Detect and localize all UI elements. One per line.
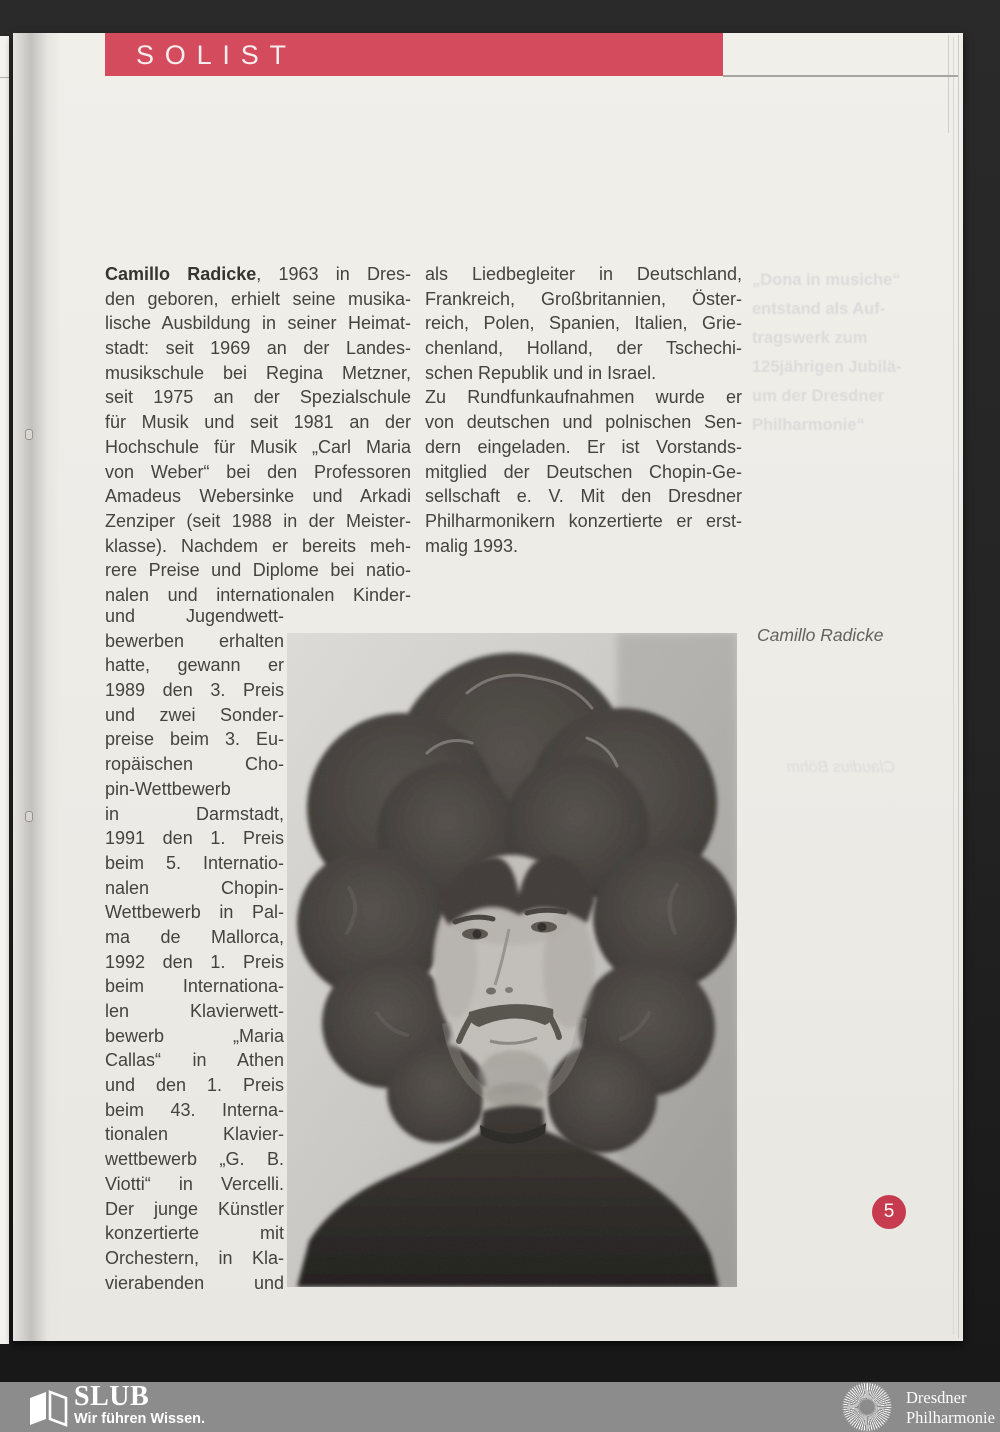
bleedthrough-text-mirrored: Claudius Böhm	[786, 759, 895, 776]
staple-mark	[25, 429, 33, 440]
text-line: ma de Mallorca,	[105, 926, 284, 947]
text-line: vierabenden und	[105, 1272, 284, 1293]
text-line: in Darmstadt,	[105, 803, 284, 824]
text-line: Der junge Künstler	[105, 1198, 284, 1219]
text-line: len Klavierwett-	[105, 1001, 284, 1021]
page-number: 5	[883, 1201, 895, 1222]
page-corner-step-line	[948, 35, 949, 133]
text-line: musikschule bei Regina Metzner,	[105, 362, 411, 383]
text-line: pin-Wettbewerb	[105, 778, 231, 799]
text-line: „Dona in musiche“	[752, 271, 901, 289]
philharmonie-line1: Dresdner	[906, 1388, 967, 1407]
text-line: Callas“ in Athen	[105, 1050, 284, 1071]
page-spine-shadow	[13, 33, 61, 1341]
section-banner	[105, 33, 723, 76]
text-line: den geboren, erhielt seine musika-	[105, 288, 411, 309]
text-line: ropäischen Cho-	[105, 754, 284, 775]
portrait-photo	[287, 633, 737, 1287]
bleedthrough-text	[752, 266, 957, 440]
text-line: für Musik und seit 1981 an der	[105, 412, 411, 433]
text-line: Viotti“ in Vercelli.	[105, 1173, 284, 1194]
text-line: bewerben erhalten	[105, 630, 284, 651]
text-line: Zu Rundfunkaufnahmen wurde er	[425, 387, 742, 408]
text-line: dern eingeladen. Er ist Vorstands-	[425, 436, 742, 457]
photo-caption: Camillo Radicke	[757, 625, 884, 645]
booklet-page	[13, 33, 963, 1341]
text-line: konzertierte mit	[105, 1223, 284, 1244]
text-line: als Liedbegleiter in Deutschland,	[425, 264, 742, 284]
text-line: Zenziper (seit 1988 in der Meister-	[105, 510, 411, 531]
text-line: um der Dresdner	[752, 387, 885, 405]
text-line: reich, Polen, Spanien, Italien, Grie-	[425, 313, 742, 334]
text-line: und Jugendwett-	[105, 606, 284, 626]
text-line: von deutschen und polnischen Sen-	[425, 412, 742, 433]
text-line: Wettbewerb in Pal-	[105, 902, 284, 923]
text-line: Frankreich, Großbritannien, Öster-	[425, 288, 742, 309]
text-line: malig 1993.	[425, 535, 519, 556]
text-line: und den 1. Preis	[105, 1075, 284, 1096]
text-line: beim 5. Internatio-	[105, 852, 284, 873]
text-line: Orchestern, in Kla-	[105, 1247, 284, 1268]
text-line: und zwei Sonder-	[105, 704, 284, 725]
text-line: hatte, gewann er	[105, 655, 284, 676]
philharmonie-starburst-icon	[841, 1381, 893, 1432]
page-stack-edge-line	[953, 37, 954, 1335]
philharmonie-line2: Philharmonie	[906, 1407, 995, 1427]
text-line: tragswerk zum	[752, 329, 868, 347]
page-stack-edge-line	[958, 35, 959, 1338]
header-rule	[723, 75, 958, 77]
article-column-left	[105, 262, 411, 608]
text-line: lische Ausbildung in seiner Heimat-	[105, 313, 411, 334]
philharmonie-logo-text	[906, 1388, 995, 1427]
text-line: sellschaft e. V. Mit den Dresdner	[425, 486, 742, 507]
adjacent-page-edge	[0, 36, 9, 1344]
text-line: preise beim 3. Eu-	[105, 729, 284, 750]
text-line: seit 1975 an der Spezialschule	[105, 387, 411, 408]
footer-watermark-bar	[0, 1382, 1000, 1432]
text-line: Philharmonikern konzertierte er erst-	[425, 510, 742, 531]
text-line: nalen Chopin-	[105, 877, 284, 898]
slub-tagline: Wir führen Wissen.	[74, 1411, 206, 1427]
text-line: 125jährigen Jubilä-	[752, 358, 902, 376]
text-line: Amadeus Webersinke und Arkadi	[105, 486, 411, 507]
text-line: chenland, Holland, der Tschechi-	[425, 338, 742, 359]
text-line: 1989 den 3. Preis	[105, 680, 284, 701]
text-line: bewerb „Maria	[105, 1025, 284, 1046]
staple-mark	[25, 811, 33, 822]
text-line: mitglied der Deutschen Chopin-Ge-	[425, 461, 742, 482]
text-line: von Weber“ bei den Professoren	[105, 461, 411, 482]
text-line: stadt: seit 1969 an der Landes-	[105, 338, 411, 359]
text-line: rere Preise und Diplome bei natio-	[105, 560, 411, 581]
slub-logo-text: SLUB	[74, 1381, 150, 1412]
text-line: Camillo Radicke, 1963 in Dres-	[105, 264, 411, 284]
text-line: wettbewerb „G. B.	[105, 1149, 284, 1170]
article-column-right	[425, 262, 742, 558]
text-line: beim Internationa-	[105, 976, 284, 997]
text-line: Philharmonie“	[752, 416, 865, 434]
text-line: beim 43. Interna-	[105, 1099, 284, 1120]
text-line: nalen und internationalen Kinder-	[105, 584, 411, 605]
article-column-left-narrow	[105, 604, 284, 1295]
text-line: Hochschule für Musik „Carl Maria	[105, 436, 411, 457]
text-line: schen Republik und in Israel.	[425, 362, 657, 383]
text-line: tionalen Klavier-	[105, 1124, 284, 1145]
slub-book-icon	[27, 1389, 69, 1427]
text-line: 1991 den 1. Preis	[105, 828, 284, 849]
text-line: entstand als Auf-	[752, 300, 886, 318]
page-number-badge	[872, 1195, 906, 1229]
section-title: SOLIST	[136, 40, 297, 70]
text-line: klasse). Nachdem er bereits meh-	[105, 535, 411, 556]
text-line: 1992 den 1. Preis	[105, 951, 284, 972]
